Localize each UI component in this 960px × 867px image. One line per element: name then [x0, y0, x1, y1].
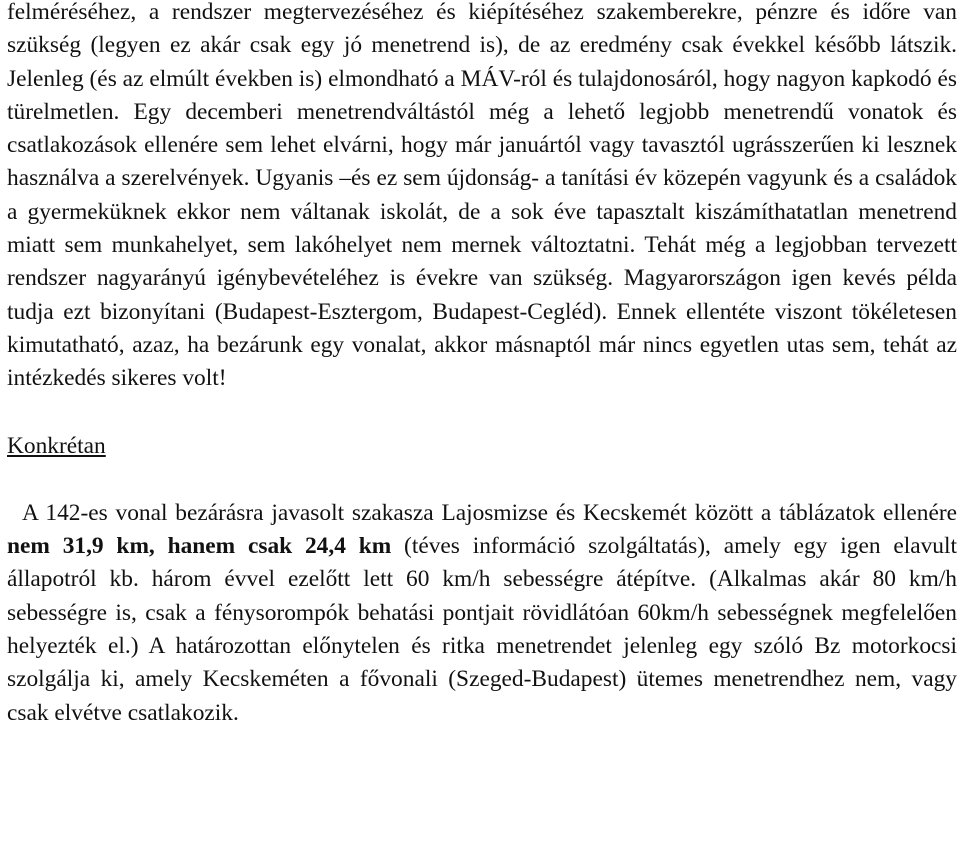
paragraph-2-bold-distance: nem 31,9 km, hanem csak 24,4 km [7, 533, 392, 560]
body-paragraph-2 [7, 497, 957, 730]
document-page [7, 0, 957, 730]
paragraph-2-text-end: (téves információ szolgáltatás), amely egy igen elavult állapotról kb. három évvel ezelőtt lett 60 km/h sebességre átépítve. (Alkalmas akár 80 km/h sebességre is, csak a fénysorompók behatási pontjait rövidlátóan 60km/h sebességnek megfelelően helyezték el.) A határozottan előnytelen és ritka menetrendet jelenleg egy szóló Bz motorkocsi szolgálja ki, amely Kecskeméten a fővonali (Szeged-Budapest) ütemes menetrendhez nem, vagy csak elvétve csatlakozik. [7, 533, 957, 726]
section-heading: Konkrétan [7, 432, 106, 459]
paragraph-2-text-start: A 142-es vonal bezárásra javasolt szakasza Lajosmizse és Kecskemét között a táblázatok ellenére [22, 499, 957, 526]
body-paragraph-1: felméréséhez, a rendszer megtervezéséhez és kiépítéséhez szakemberekre, pénzre és időre van szükség (legyen ez akár csak egy jó menetrend is), de az eredmény csak évekkel később látszik. Jelenleg (és az elmúlt években is) elmondható a MÁV-ról és tulajdonosáról, hogy nagyon kapkodó és türelmetlen. Egy decemberi menetrendváltástól még a lehető legjobb menetrendű vonatok és csatlakozások ellenére sem lehet elvárni, hogy már januártól vagy tavasztól ugrásszerűen ki lesznek használva a szerelvények. Ugyanis –és ez sem újdonság- a tanítási év közepén vagyunk és a családok a gyermeküknek ekkor nem váltanak iskolát, de a sok éve tapasztalt kiszámíthatatlan menetrend miatt sem munkahelyet, sem lakóhelyet nem mernek változtatni. Tehát még a legjobban tervezett rendszer nagyarányú igénybevételéhez is évekre van szükség. Magyarországon igen kevés példa tudja ezt bizonyítani (Budapest-Esztergom, Budapest-Cegléd). Ennek ellentéte viszont tökéletesen kimutatható, azaz, ha bezárunk egy vonalat, akkor másnaptól már nincs egyetlen utas sem, tehát az intézkedés sikeres volt! [7, 0, 957, 392]
